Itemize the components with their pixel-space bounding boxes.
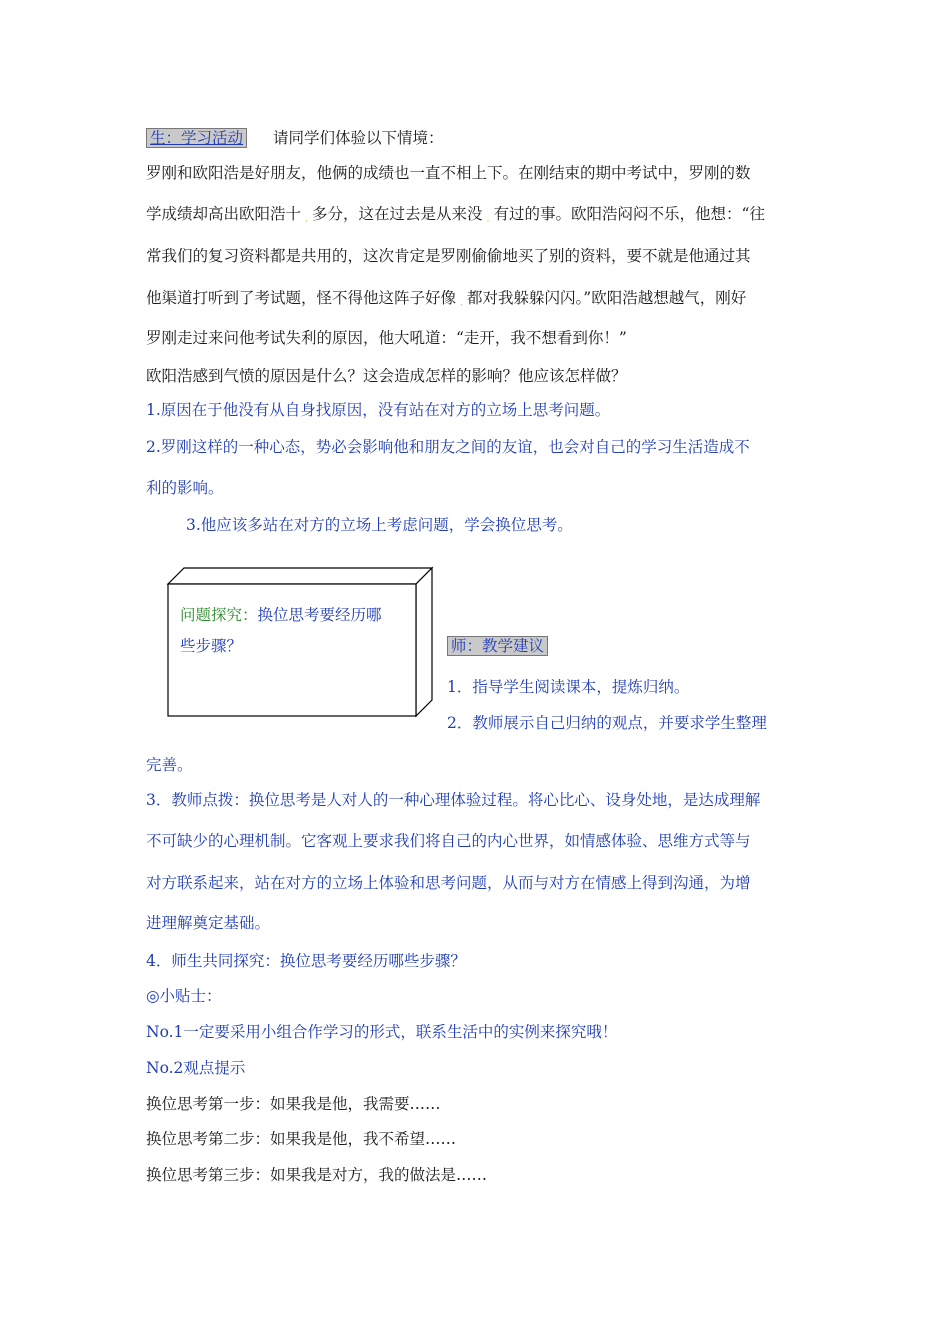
teacher-item-3: 3．教师点拨：换位思考是人对人的一种心理体验过程。将心比心、设身处地，是达成理解 — [146, 791, 761, 809]
teacher-item-2-cont: 完善。 — [146, 756, 193, 774]
answer-2-cont: 利的影响。 — [146, 479, 224, 497]
teacher-item-3-cont-2: 对方联系起来，站在对方的立场上体验和思考问题，从而与对方在情感上得到沟通，为增 — [146, 874, 751, 892]
story-line-1: 罗刚和欧阳浩是好朋友，他俩的成绩也一直不相上下。在刚结束的期中考试中，罗刚的数 — [146, 164, 751, 182]
teacher-item-3-cont-1: 不可缺少的心理机制。它客观上要求我们将自己的内心世界，如情感体验、思维方式等与 — [146, 832, 751, 850]
inquiry-text-1: 换位思考要经历哪 — [257, 606, 382, 624]
teacher-item-2: 2．教师展示自己归纳的观点，并要求学生整理 — [447, 714, 767, 732]
answer-2: 2.罗刚这样的一种心态，势必会影响他和朋友之间的友谊，也会对自己的学习生活造成不 — [146, 438, 750, 456]
inquiry-box-text — [180, 600, 412, 662]
teacher-item-1: 1．指导学生阅读课本，提炼归纳。 — [447, 678, 690, 696]
tips-title: ◎小贴士： — [146, 987, 222, 1005]
story-line-4: 他渠道打听到了考试题，怪不得他这阵子好像﹒都对我躲躲闪闪。”欧阳浩越想越气，刚好 — [146, 289, 747, 308]
tip-no1: No.1一定要采用小组合作学习的形式，联系生活中的实例来探究哦！ — [146, 1023, 618, 1041]
story-line-2: 学成绩却高出欧阳浩十﹒多分，这在过去是从来没﹒有过的事。欧阳浩闷闷不乐，他想：“往 — [146, 205, 765, 224]
step-2: 换位思考第二步：如果我是他，我不希望…… — [146, 1130, 457, 1148]
answer-3: 3.他应该多站在对方的立场上考虑问题，学会换位思考。 — [186, 516, 573, 534]
edit-mark: ﹒ — [301, 211, 313, 224]
intro-text: 请同学们体验以下情境： — [273, 129, 444, 147]
edit-mark: ﹒ — [482, 211, 494, 224]
inquiry-text-2: 些步骤？ — [180, 637, 243, 655]
teacher-item-4: 4．师生共同探究：换位思考要经历哪些步骤？ — [146, 952, 466, 970]
student-activity-tag: 生：学习活动 — [146, 128, 247, 148]
question-text: 欧阳浩感到气愤的原因是什么？这会造成怎样的影响？他应该怎样做？ — [146, 367, 627, 385]
story-line-3: 常我们的复习资料都是共用的，这次肯定是罗刚偷偷地买了别的资料，要不就是他通过其 — [146, 247, 751, 265]
student-activity-heading — [146, 128, 444, 148]
step-3: 换位思考第三步：如果我是对方，我的做法是…… — [146, 1166, 488, 1184]
step-1: 换位思考第一步：如果我是他，我需要…… — [146, 1095, 441, 1113]
answer-1: 1.原因在于他没有从自身找原因，没有站在对方的立场上思考问题。 — [146, 401, 611, 419]
teacher-suggestion-heading — [447, 636, 548, 656]
tip-no2: No.2观点提示 — [146, 1059, 246, 1077]
teacher-item-3-cont-3: 进理解奠定基础。 — [146, 914, 271, 932]
inquiry-label: 问题探究： — [180, 606, 258, 624]
edit-mark: ﹒ — [456, 295, 468, 308]
teacher-suggestion-tag: 师：教学建议 — [447, 636, 548, 656]
story-line-5: 罗刚走过来问他考试失利的原因，他大吼道：“走开，我不想看到你！” — [146, 329, 627, 347]
